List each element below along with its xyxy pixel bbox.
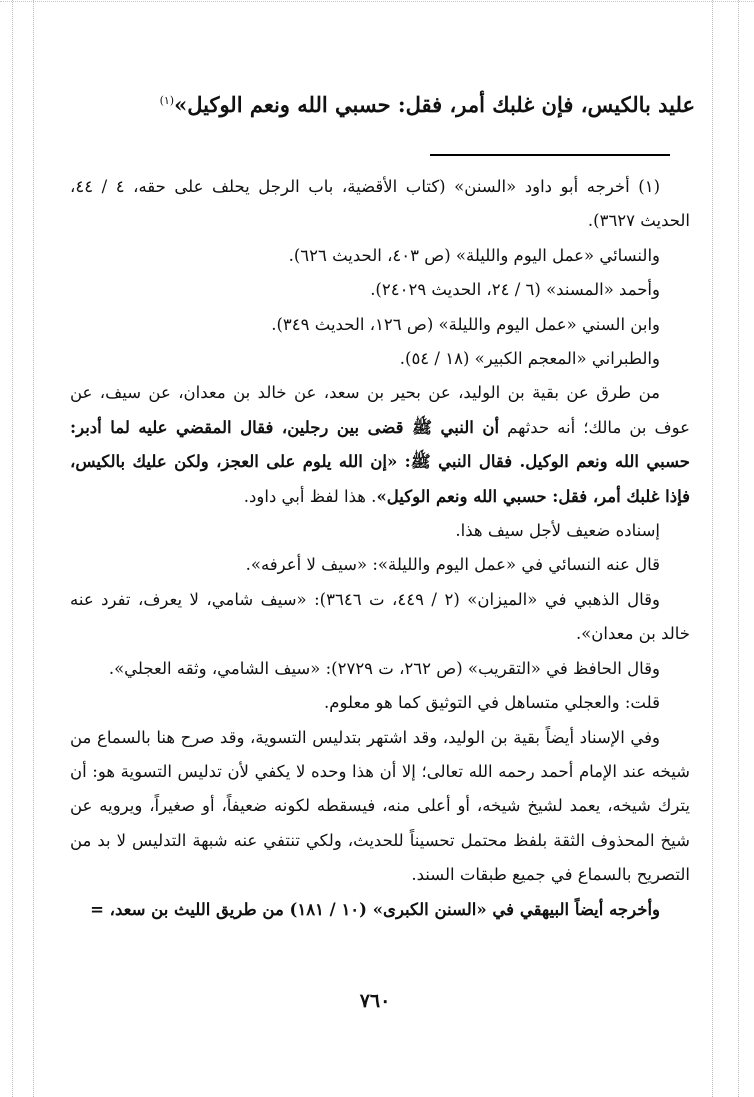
footnote-citation-ibn-sunni: وابن السني «عمل اليوم والليلة» (ص ١٢٦، الحديث ٣٤٩). — [271, 314, 660, 334]
main-text-line — [95, 84, 695, 122]
footnote-separator — [430, 154, 670, 156]
left-margin-guide — [12, 0, 13, 1097]
footnote-isnad-grade: إسناده ضعيف لأجل سيف هذا. — [455, 521, 660, 541]
footnote-citation-nasai: والنسائي «عمل اليوم والليلة» (ص ٤٠٣، الحديث ٦٢٦). — [288, 245, 660, 265]
footnote-hafiz-comment: وقال الحافظ في «التقريب» (ص ٢٦٢، ت ٢٧٢٩): «سيف الشامي، وثقه العجلي». — [108, 658, 660, 678]
footnote-block — [70, 170, 690, 927]
right-inner-guide — [712, 0, 713, 1097]
chain-text: من طرق عن بقية بن الوليد، عن بحير بن سعد، عن خالد بن معدان، عن سيف، عن عوف بن مالك؛ أنه حدثهم — [70, 383, 690, 437]
footnote-hadith-paragraph — [70, 376, 690, 514]
main-text: عليد بالكيس، فإن غلبك أمر، فقل: حسبي الله ونعم الوكيل» — [174, 92, 695, 117]
page-top-edge — [0, 1, 754, 2]
right-margin-guide — [738, 0, 739, 1097]
footnote-bayhaqi-citation: وأخرجه أيضاً البيهقي في «السنن الكبرى» (١٠ / ١٨١) من طريق الليث بن سعد، = — [90, 899, 660, 919]
footnote-citation-abu-dawud: (١) أخرجه أبو داود «السنن» (كتاب الأقضية، باب الرجل يحلف على حقه، ٤ / ٤٤، الحديث ٣٦٢٧). — [70, 177, 690, 231]
footnote-nasai-comment: قال عنه النسائي في «عمل اليوم والليلة»: «سيف لا أعرفه». — [245, 555, 660, 575]
footnote-marker: (١) — [159, 94, 175, 107]
footnote-citation-ahmad: وأحمد «المسند» (٦ / ٢٤، الحديث ٢٤٠٢٩). — [370, 280, 660, 300]
attribution-text: . هذا لفظ أبي داود. — [243, 486, 377, 506]
page-number: ٧٦٠ — [359, 990, 391, 1012]
left-inner-guide — [33, 0, 34, 1097]
footnote-citation-tabarani: والطبراني «المعجم الكبير» (١٨ / ٥٤). — [399, 349, 660, 369]
footnote-dhahabi-comment: وقال الذهبي في «الميزان» (٢ / ٤٤٩، ت ٣٦٤٦): «سيف شامي، لا يعرف، تفرد عنه خالد بن معدان». — [70, 589, 690, 644]
hadith-text: أن النبي ﷺ قضى بين رجلين، فقال المقضي عليه لما أدبر: حسبي الله ونعم الوكيل. فقال النبي ﷺ: «إن الله يلوم على العجز، ولكن عليك بالكيس، فإذا غلبك أمر، فقل: حسبي الله ونعم الوكيل» — [70, 417, 690, 506]
footnote-author-comment: قلت: والعجلي متساهل في التوثيق كما هو معلوم. — [324, 693, 660, 713]
footnote-baqiyya-tadlis: وفي الإسناد أيضاً بقية بن الوليد، وقد اشتهر بتدليس التسوية، وقد صرح هنا بالسماع من شيخه عند الإمام أحمد رحمه الله تعالى؛ إلا أن هذا وحده لا يكفي لأن تدليس التسوية هو: أن يترك شيخه، يعمد لشيخ شيخه، أو أعلى منه، فيسقطه لكونه ضعيفاً، أو صغيراً، ويرويه عن شيخ المحذوف الثقة بلفظ محتمل تحسيناً للحديث، ولكي تنتفي عنه شبهة التدليس لا بد من التصريح بالسماع في جميع طبقات السند. — [70, 727, 690, 885]
